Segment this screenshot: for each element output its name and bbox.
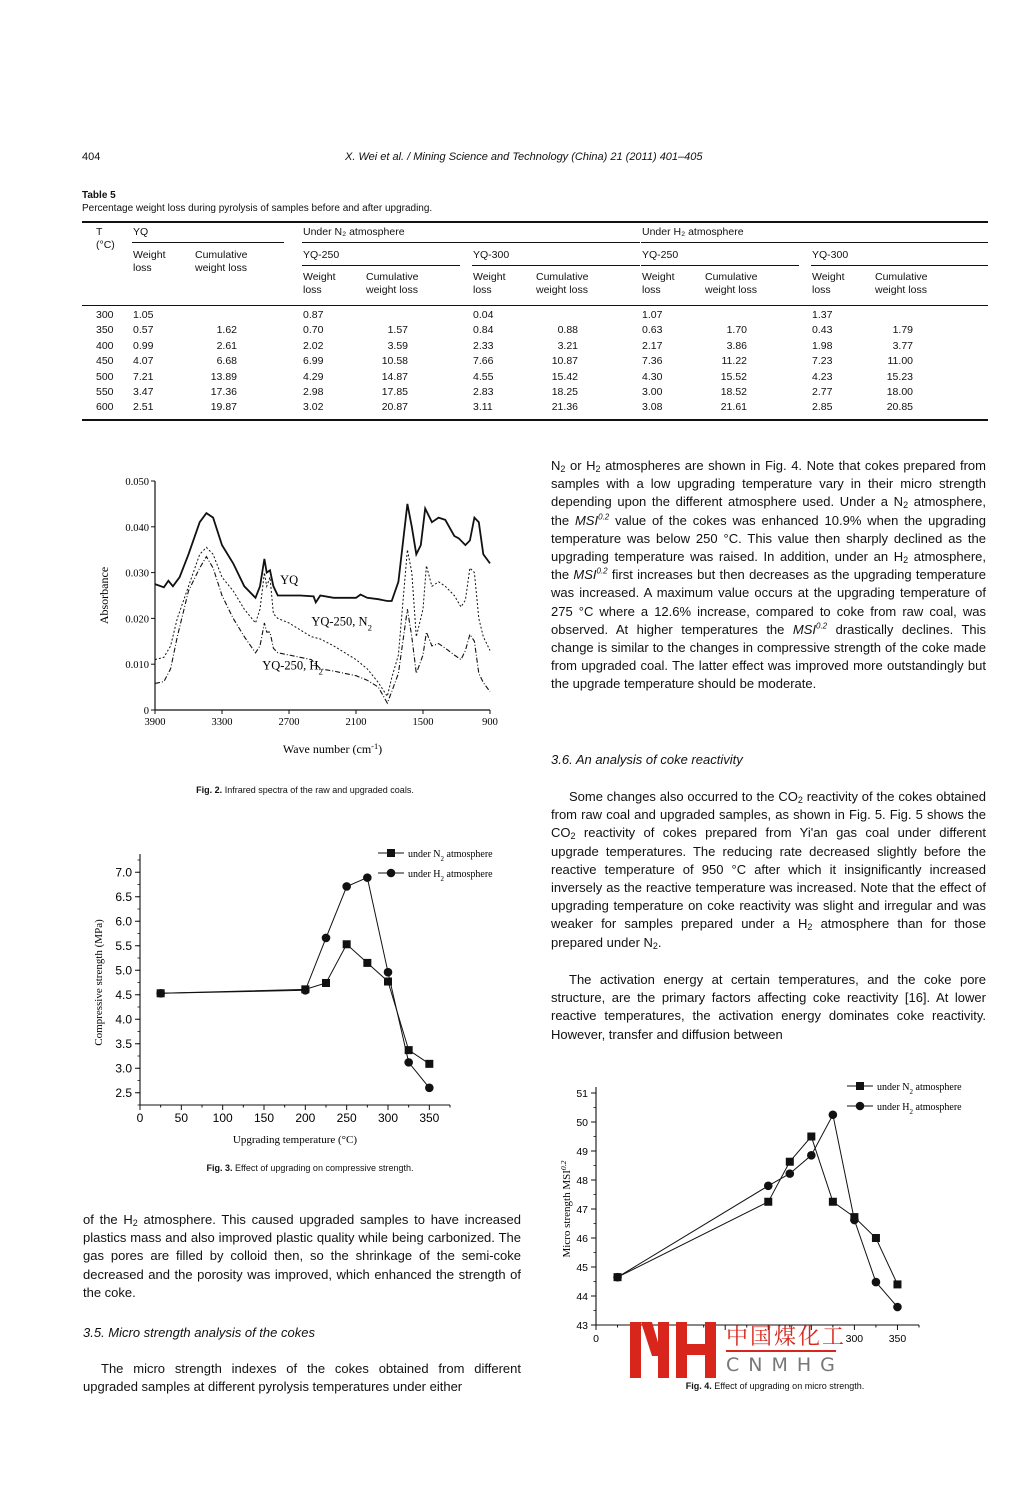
group-header-n2: Under N₂ atmosphere [303, 226, 405, 238]
data-point-circle [322, 934, 331, 943]
y-axis-label: Micro strength $MSI^{0.2}$ [558, 1160, 573, 1258]
h2-yq250-header: YQ-250 [642, 249, 679, 261]
weight-loss-header: Weight loss [642, 271, 675, 296]
cell-h250-c: 3.86 [726, 339, 747, 352]
x-tick-label: 350 [888, 1333, 907, 1345]
data-point-square [343, 940, 351, 948]
paragraph-micro-strength-intro: The micro strength indexes of the cokes obtained from different upgraded samples at different pyrolysis temperatures under either [83, 1361, 521, 1395]
cell-h300-c: 15.23 [886, 370, 913, 383]
legend-label: under $N_2$ atmosphere [877, 1082, 962, 1096]
cell-n300-c: 21.36 [551, 401, 578, 414]
cell-h300-w: 2.77 [812, 386, 833, 398]
y-tick-label: 50 [576, 1117, 588, 1129]
cell-n250-w: 4.29 [303, 370, 324, 383]
cell-yq-c: 1.62 [216, 324, 237, 337]
paragraph-micro-strength-results: $N_2$ or $H_2$ atmospheres are shown in Fig. 4. Note that cokes prepared from samples with a low upgrading temperature vary in their micro strength depending upon the different atmosphere used. Under a $N_2$ atmosphere, the $MSI^{0.2}$ value of the cokes was enhanced 10.9% when the upgrading temperature was below 250 °C. This value then sharply declined as the upgrading temperature was raised. In addition, under an $H_2$ atmosphere, the $MSI^{0.2}$ first increases but then decreases as the upgrading temperature was increased. A maximum value occurs at the upgrading temperature of 275 °C where a 12.6% increase, compared to coke from raw coal, was observed. At higher temperatures the $MSI^{0.2}$ drastically declines. This change is similar to the changes in compressive strength of the coke made from upgraded coal. The latter effect was improved more outstandingly but the upgrade temperature should be moderate. [551, 458, 987, 692]
series-annotation: YQ-250, $H_2$ [262, 658, 323, 677]
series-line-yq [155, 504, 490, 603]
x-tick-label: 900 [482, 717, 498, 728]
yq-weight-loss-header [133, 249, 166, 275]
cell-n300-c: 3.21 [557, 339, 578, 352]
cell-yq-w: 0.57 [133, 324, 154, 337]
cell-n300-w: 4.55 [473, 370, 494, 383]
x-tick-label: 1500 [412, 717, 434, 728]
table-header-rule [82, 305, 988, 306]
cell-yq-c: 6.68 [216, 355, 237, 368]
n2-yq300-rule [472, 265, 640, 266]
y-tick-label: 45 [576, 1262, 588, 1274]
data-point-circle [764, 1182, 773, 1191]
cell-n300-w: 0.84 [473, 324, 494, 337]
cell-h250-w: 1.07 [642, 309, 663, 321]
legend-marker-circle [856, 1102, 865, 1111]
data-point-square [893, 1280, 901, 1288]
cell-h250-w: 7.36 [642, 355, 663, 368]
section-heading-3-5: 3.5. Micro strength analysis of the cokes [83, 1325, 315, 1340]
y-tick-label: 0.030 [125, 568, 149, 580]
data-point-square [764, 1198, 772, 1206]
cell-h300-c: 3.77 [892, 339, 913, 352]
h2-yq300-rule [811, 265, 988, 266]
cell-n250-w: 2.98 [303, 386, 324, 398]
caption-text: Infrared spectra of the raw and upgraded coals. [224, 785, 414, 795]
cell-n300-c: 15.42 [551, 370, 578, 383]
data-point-circle [425, 1084, 434, 1093]
fig3-compressive-strength-chart [90, 835, 530, 1160]
cell-n250-c: 17.85 [381, 386, 408, 398]
y-tick-label: 51 [576, 1088, 588, 1100]
label: Cumulative [195, 249, 248, 261]
caption-text: Effect of upgrading on micro strength. [714, 1381, 865, 1391]
y-tick-label: 4.0 [115, 1012, 132, 1027]
n2-group-rule [302, 242, 640, 243]
cumulative-weight-loss-header: Cumulative weight loss [705, 271, 758, 296]
data-point-square [807, 1133, 815, 1141]
x-tick-label: 350 [419, 1111, 440, 1125]
cell-yq-w: 7.21 [133, 370, 154, 383]
cell-n250-w: 0.87 [303, 309, 324, 321]
cell-h300-w: 4.23 [812, 370, 833, 383]
cell-T: 350 [96, 324, 114, 337]
y-tick-label: 5.0 [115, 963, 132, 978]
data-point-square [425, 1060, 433, 1068]
y-tick-label: 7.0 [115, 865, 132, 880]
x-tick-label: 0 [593, 1333, 599, 1345]
fig4-caption [555, 1381, 995, 1391]
legend-marker-square [856, 1082, 864, 1090]
caption-text: Effect of upgrading on compressive strength. [235, 1163, 414, 1173]
cell-yq-w: 4.07 [133, 355, 154, 368]
data-point-circle [893, 1303, 902, 1312]
data-point-circle [342, 882, 351, 891]
cell-h250-c: 11.22 [721, 355, 747, 368]
data-point-circle [872, 1278, 881, 1287]
y-tick-label: 46 [576, 1233, 588, 1245]
cell-h300-w: 1.37 [812, 309, 833, 321]
cell-yq-w: 0.99 [133, 339, 154, 352]
cell-yq-w: 1.05 [133, 309, 154, 321]
fig2-caption [90, 785, 520, 795]
cell-h300-w: 7.23 [812, 355, 833, 368]
y-tick-label: 3.0 [115, 1061, 132, 1076]
cell-n300-w: 7.66 [473, 355, 494, 368]
cell-n250-w: 2.02 [303, 339, 324, 352]
x-tick-label: 50 [174, 1111, 189, 1125]
y-tick-label: 0.010 [125, 660, 149, 672]
label: Weight [133, 249, 166, 261]
data-point-circle [404, 1058, 413, 1067]
caption-label: Fig. 3. [206, 1163, 233, 1173]
paragraph-co2-reactivity: Some changes also occurred to the $CO_2$ reactivity of the cokes obtained from raw coal and upgraded samples, as shown in Fig. 5. Fig. 5 shows the $CO_2$ reactivity of cokes prepared from Yi'an gas coal under different upgrade temperatures. The reducing rate decreased slightly before the reactive temperature of 950 °C after which it insignificantly increased inversely as the reactive temperature was increased. Note that the effect of upgrading temperature on coke reactivity was slight and irregular and was weaker for samples prepared under a $H_2$ atmosphere than for those prepared under $N_2$. [551, 789, 986, 951]
caption-label: Fig. 4. [685, 1381, 712, 1391]
group-header-h2: Under H₂ atmosphere [642, 226, 744, 238]
section-heading-3-6: 3.6. An analysis of coke reactivity [551, 752, 743, 767]
cell-n250-c: 20.87 [381, 401, 408, 414]
x-axis-label: Wave number $(cm^{-1})$ [282, 741, 383, 755]
x-tick-label: 300 [845, 1333, 864, 1345]
x-tick-label: 250 [336, 1111, 357, 1125]
cell-T: 500 [96, 370, 114, 383]
cell-T: 600 [96, 401, 114, 414]
y-tick-label: 6.5 [115, 889, 132, 904]
x-tick-label: 150 [253, 1111, 275, 1125]
x-tick-label: 3900 [144, 717, 166, 728]
table-label: Table 5 [82, 190, 116, 201]
data-point-circle [829, 1110, 838, 1119]
watermark-en-text: CNMHG [726, 1354, 844, 1376]
cell-h300-w: 0.43 [812, 324, 833, 337]
data-point-circle [786, 1169, 795, 1178]
cell-h250-w: 0.63 [642, 324, 663, 337]
yq-group-rule [132, 242, 284, 243]
series-line-n2 [161, 944, 430, 1064]
cumulative-weight-loss-header: Cumulative weight loss [366, 271, 419, 296]
y-tick-label: 0.050 [125, 477, 149, 488]
cumulative-weight-loss-header: Cumulative weight loss [875, 271, 928, 296]
table-bottom-rule [82, 419, 988, 421]
y-tick-label: 6.0 [115, 914, 132, 929]
n2-yq250-header: YQ-250 [303, 249, 340, 261]
cell-yq-c: 13.89 [210, 370, 237, 383]
data-point-circle [363, 873, 372, 882]
h2-group-rule [641, 242, 988, 243]
cell-n250-w: 3.02 [303, 401, 324, 414]
series-annotation: YQ-250, $N_2$ [311, 614, 372, 633]
cell-T: 400 [96, 339, 114, 352]
x-tick-label: 100 [212, 1111, 233, 1125]
cell-n250-c: 10.58 [381, 355, 408, 368]
cell-h300-c: 11.00 [887, 355, 913, 368]
data-point-square [322, 979, 330, 987]
cell-h300-w: 1.98 [812, 339, 833, 352]
series-line-h2 [618, 1115, 898, 1307]
cumulative-weight-loss-header: Cumulative weight loss [536, 271, 589, 296]
cell-n300-w: 3.11 [473, 401, 493, 414]
table-top-rule [82, 221, 988, 223]
data-point-square [829, 1198, 837, 1206]
cell-h300-c: 20.85 [886, 401, 913, 414]
paragraph-activation-energy: The activation energy at certain temperatures, and the coke pore structure, are the primary factors affecting coke reactivity [16]. At lower reactive temperatures, the activation energy dominates coke reactivity. However, transfer and diffusion between [551, 972, 986, 1042]
cell-n300-w: 2.33 [473, 339, 494, 352]
fig2-infrared-spectra-chart [90, 465, 520, 755]
data-point-circle [613, 1273, 622, 1282]
n2-yq250-rule [302, 265, 460, 266]
x-axis-label: Upgrading temperature (°C) [232, 1134, 358, 1146]
watermark-rule [726, 1350, 836, 1352]
data-point-circle [156, 989, 165, 998]
cell-T: 300 [96, 309, 114, 321]
legend-label: under $H_2$ atmosphere [877, 1102, 962, 1116]
watermark-cn-text: 中国煤化工 [726, 1325, 847, 1350]
y-tick-label: 48 [576, 1175, 588, 1187]
cell-n250-c: 1.57 [387, 324, 408, 337]
cell-h250-w: 4.30 [642, 370, 663, 383]
y-axis-label: Compressive strength (MPa) [93, 919, 105, 1046]
y-tick-label: 0.040 [125, 522, 149, 534]
cell-h250-c: 18.52 [720, 386, 747, 398]
y-tick-label: 2.5 [115, 1085, 132, 1100]
running-header: X. Wei et al. / Mining Science and Technology (China) 21 (2011) 401–405 [345, 151, 703, 163]
cell-h250-c: 15.52 [720, 370, 747, 383]
y-axis-label: Absorbance [97, 566, 111, 625]
weight-loss-header: Weight loss [812, 271, 845, 296]
y-tick-label: 49 [576, 1146, 588, 1158]
cell-n250-w: 6.99 [303, 355, 324, 368]
y-tick-label: 47 [576, 1204, 588, 1216]
cell-yq-c: 2.61 [216, 339, 237, 352]
cell-n300-w: 2.83 [473, 386, 494, 398]
cell-n250-c: 14.87 [381, 370, 408, 383]
h2-yq250-rule [641, 265, 799, 266]
legend-marker-square [387, 849, 395, 857]
cell-T: 450 [96, 355, 114, 368]
n2-yq300-header: YQ-300 [473, 249, 510, 261]
cell-h300-w: 2.85 [812, 401, 833, 414]
legend-label: under $N_2$ atmosphere [408, 849, 493, 863]
y-tick-label: 4.5 [115, 987, 132, 1002]
paragraph-h2-atmosphere: of the $H_2$ atmosphere. This caused upgraded samples to have increased plastics mass and also improved plastic quality while being carbonized. The gas pores are filled by colloid then, so the shrinkage of the semi-coke decreased and the porosity was improved, which enhanced the strength of the coke. [83, 1212, 521, 1300]
cell-n300-c: 18.25 [551, 386, 578, 398]
col-header-T: T [96, 226, 103, 238]
legend-label: under $H_2$ atmosphere [408, 869, 493, 883]
cell-h250-c: 21.61 [720, 401, 747, 414]
fig4-micro-strength-chart [555, 1075, 995, 1355]
cell-n300-w: 0.04 [473, 309, 494, 321]
y-tick-label: 44 [576, 1291, 588, 1303]
cell-n250-c: 3.59 [387, 339, 408, 352]
data-point-circle [384, 968, 393, 977]
x-tick-label: 0 [136, 1111, 144, 1125]
data-point-square [363, 959, 371, 967]
y-tick-label: 5.5 [115, 938, 132, 953]
cell-yq-c: 19.87 [210, 401, 237, 414]
cell-h250-w: 3.00 [642, 386, 663, 398]
cell-yq-c: 17.36 [210, 386, 237, 398]
cell-T: 550 [96, 386, 114, 398]
x-tick-label: 2100 [345, 717, 367, 728]
cnmhg-watermark [630, 1322, 900, 1380]
h2-yq300-header: YQ-300 [812, 249, 849, 261]
cell-yq-w: 2.51 [133, 401, 154, 414]
group-header-yq: YQ [133, 226, 149, 238]
label: weight loss [195, 262, 247, 274]
x-tick-label: 200 [295, 1111, 316, 1125]
col-header-T-unit: (°C) [96, 239, 115, 251]
cnmhg-logo-icon [630, 1322, 720, 1378]
cell-h250-w: 3.08 [642, 401, 663, 414]
legend-marker-circle [387, 869, 396, 878]
series-line-n2 [618, 1137, 898, 1285]
cell-n300-c: 10.87 [551, 355, 578, 368]
cell-h250-w: 2.17 [642, 339, 663, 352]
cell-h300-c: 1.79 [892, 324, 913, 337]
data-point-square [872, 1234, 880, 1242]
x-tick-label: 300 [377, 1111, 399, 1125]
data-point-circle [301, 986, 310, 995]
page-number: 404 [82, 151, 101, 163]
weight-loss-header: Weight loss [473, 271, 506, 296]
series-line-yq-250-h- [155, 557, 490, 704]
label: loss [133, 262, 152, 274]
data-point-circle [807, 1151, 816, 1160]
cell-h250-c: 1.70 [726, 324, 747, 337]
cell-n250-w: 0.70 [303, 324, 324, 337]
cell-n300-c: 0.88 [557, 324, 578, 337]
x-tick-label: 2700 [278, 717, 300, 728]
data-point-square [786, 1158, 794, 1166]
data-point-circle [850, 1216, 859, 1225]
yq-cumulative-header [195, 249, 248, 275]
x-tick-label: 3300 [211, 717, 233, 728]
fig3-caption [90, 1163, 530, 1173]
cell-yq-w: 3.47 [133, 386, 154, 398]
y-tick-label: 0.020 [125, 614, 149, 626]
cell-h300-c: 18.00 [886, 386, 913, 398]
weight-loss-header: Weight loss [303, 271, 336, 296]
series-annotation: YQ [280, 573, 299, 588]
y-tick-label: 0 [143, 706, 149, 717]
y-tick-label: 3.5 [115, 1036, 132, 1051]
caption-label: Fig. 2. [196, 785, 223, 795]
table-caption: Percentage weight loss during pyrolysis of samples before and after upgrading. [82, 203, 433, 214]
y-tick-label: 43 [576, 1320, 588, 1332]
